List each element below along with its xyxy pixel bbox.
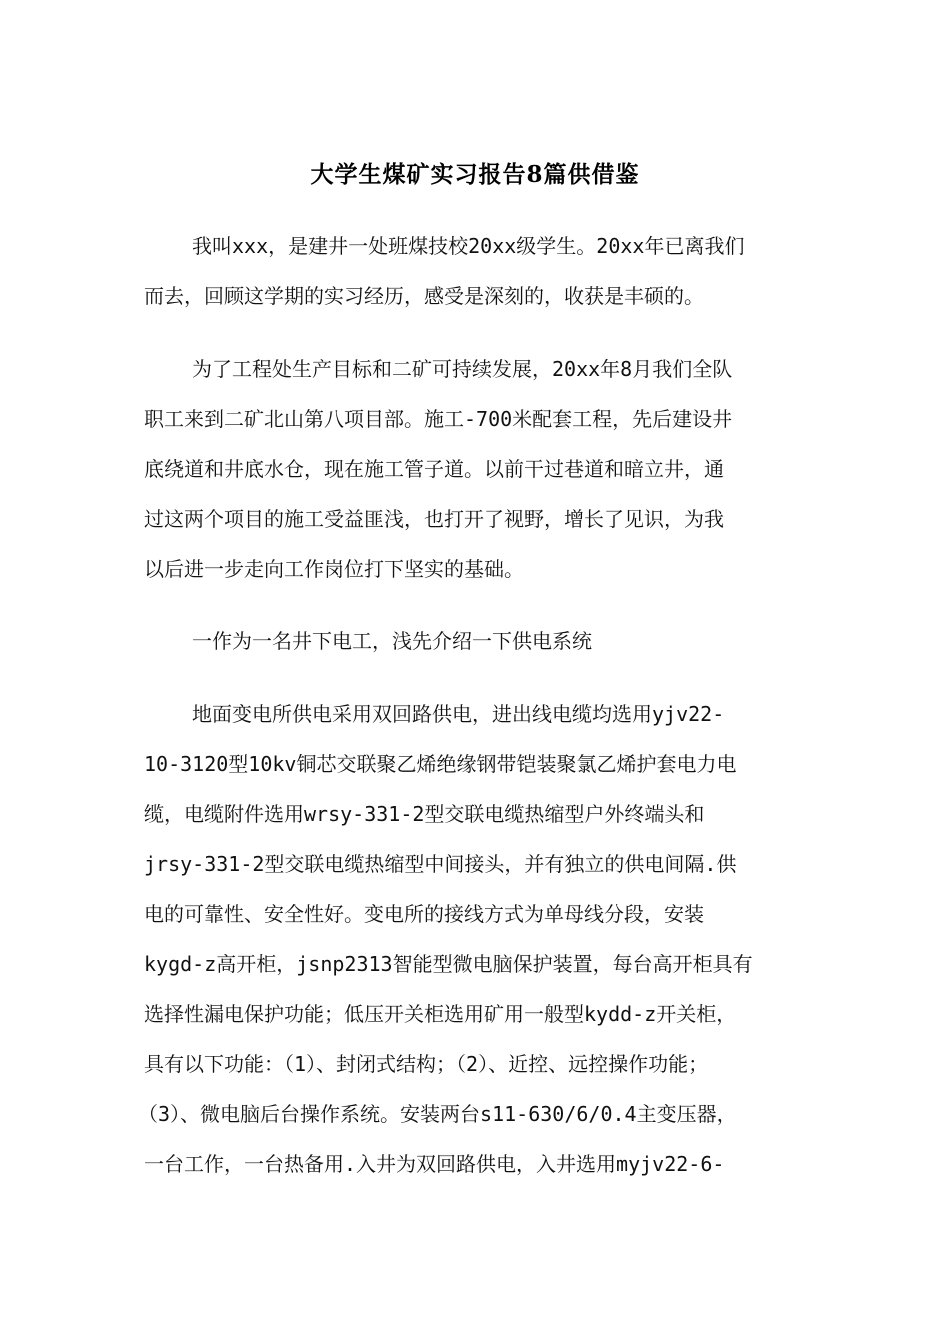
paragraph-2-line-4: 过这两个项目的施工受益匪浅，也打开了视野，增长了见识，为我 — [144, 507, 724, 531]
paragraph-4-line-4: jrsy-331-2型交联电缆热缩型中间接头，并有独立的供电间隔.供 — [144, 852, 737, 876]
paragraph-4-line-2: 10-3120型10kv铜芯交联聚乙烯绝缘钢带铠装聚氯乙烯护套电力电 — [144, 752, 737, 776]
paragraph-4-line-3: 缆，电缆附件选用wrsy-331-2型交联电缆热缩型户外终端头和 — [144, 802, 705, 826]
paragraph-4-line-9: （3）、微电脑后台操作系统。安装两台s11-630/6/0.4主变压器， — [138, 1102, 737, 1126]
section-heading-power-supply: 一作为一名井下电工，浅先介绍一下供电系统 — [192, 629, 592, 653]
paragraph-4-line-8: 具有以下功能：（1）、封闭式结构；（2）、近控、远控操作功能； — [144, 1052, 709, 1076]
paragraph-4-line-7: 选择性漏电保护功能；低压开关柜选用矿用一般型kydd-z开关柜， — [144, 1002, 737, 1026]
paragraph-2-line-1: 为了工程处生产目标和二矿可持续发展，20xx年8月我们全队 — [192, 357, 733, 381]
paragraph-4-line-10: 一台工作，一台热备用.入井为双回路供电，入井选用myjv22-6- — [144, 1152, 725, 1176]
document-title: 大学生煤矿实习报告8篇供借鉴 — [310, 161, 640, 188]
paragraph-2-line-2: 职工来到二矿北山第八项目部。施工-700米配套工程，先后建设井 — [144, 407, 733, 431]
paragraph-2-line-5: 以后进一步走向工作岗位打下坚实的基础。 — [144, 557, 524, 581]
paragraph-4-line-6: kygd-z高开柜，jsnp2313智能型微电脑保护装置，每台高开柜具有 — [144, 952, 753, 976]
paragraph-1-line-1: 我叫xxx，是建井一处班煤技校20xx级学生。20xx年已离我们 — [192, 234, 745, 258]
paragraph-1-line-2: 而去，回顾这学期的实习经历，感受是深刻的，收获是丰硕的。 — [144, 284, 704, 308]
paragraph-2-line-3: 底绕道和井底水仓，现在施工管子道。以前干过巷道和暗立井，通 — [144, 457, 724, 481]
paragraph-4-line-5: 电的可靠性、安全性好。变电所的接线方式为单母线分段，安装 — [144, 902, 704, 926]
paragraph-4-line-1: 地面变电所供电采用双回路供电，进出线电缆均选用yjv22- — [192, 702, 725, 726]
